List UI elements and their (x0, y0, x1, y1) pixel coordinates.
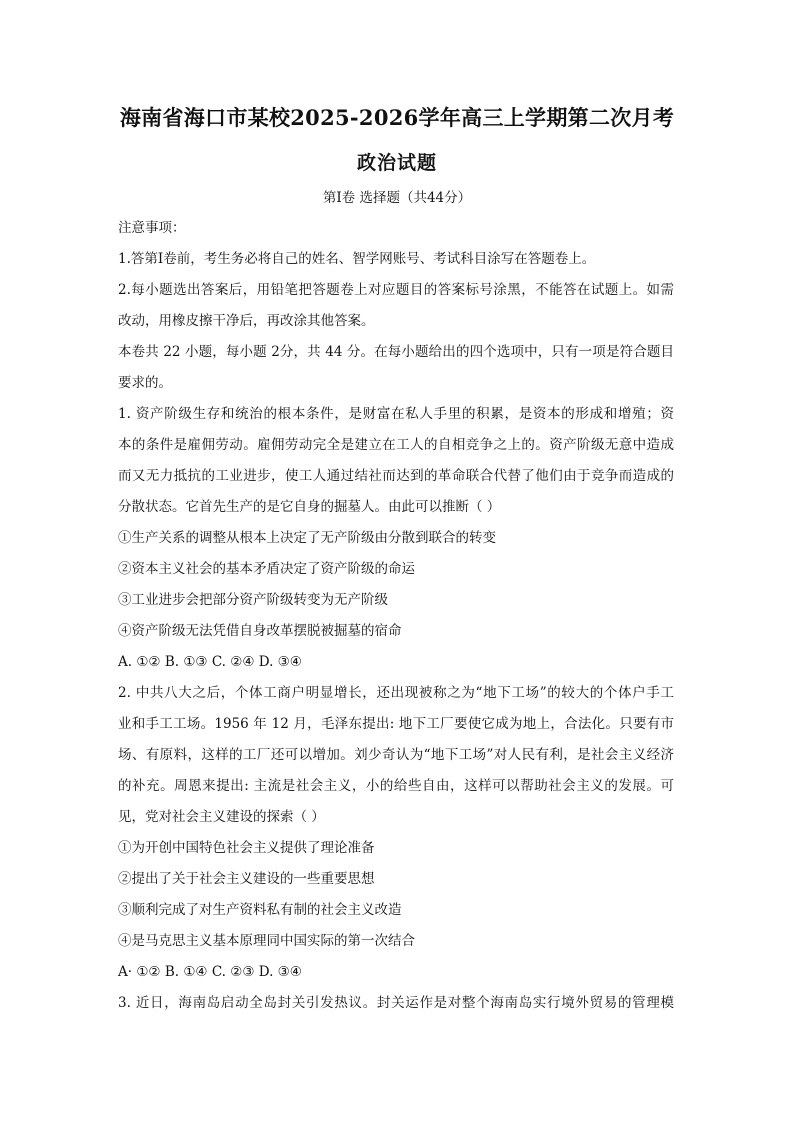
question-1-stem-line: 1. 资产阶级生存和统治的根本条件，是财富在私人手里的积累，是资本的形成和增殖；资 (118, 406, 674, 422)
exam-title: 海南省海口市某校2025-2026学年高三上学期第二次月考 (119, 105, 675, 130)
notes-item-1: 1.答第Ⅰ卷前，考生务必将自己的姓名、智学网账号、考试科目涂写在答题卷上。 (118, 251, 596, 267)
question-1-option: ②资本主义社会的基本矛盾决定了资产阶级的命运 (118, 561, 415, 577)
question-1-stem-line: 本的条件是雇佣劳动。雇佣劳动完全是建立在工人的自相竞争之上的。资产阶级无意中造成 (118, 437, 674, 453)
question-2-stem-line: 见，党对社会主义建设的探索（ ） (118, 809, 325, 825)
question-3-stem-line: 3. 近日，海南岛启动全岛封关引发热议。封关运作是对整个海南岛实行境外贸易的管理模 (118, 995, 674, 1011)
question-2-option: ④是马克思主义基本原理同中国实际的第一次结合 (118, 933, 415, 949)
notes-item-2-line-1: 2.每小题选出答案后，用铅笔把答题卷上对应题目的答案标号涂黑，不能答在试题上。如需 (118, 282, 674, 298)
question-2-answers: A· ①② B. ①④ C. ②③ D. ③④ (118, 964, 302, 980)
question-2-stem-line: 的补充。周恩来提出: 主流是社会主义，小的给些自由，这样可以帮助社会主义的发展。可 (118, 778, 674, 794)
question-1-stem-line: 而又无力抵抗的工业进步，使工人通过结社而达到的革命联合代替了他们由于竞争而造成的 (118, 468, 674, 484)
question-2-stem-line: 业和手工工场。1956 年 12 月，毛泽东提出: 地下工厂要使它成为地上，合法化。只要有市 (118, 716, 674, 732)
question-2-option: ②提出了关于社会主义建设的一些重要思想 (118, 871, 375, 887)
question-1-option: ④资产阶级无法凭借自身改革摆脱被掘墓的宿命 (118, 623, 402, 639)
notes-heading: 注意事项： (118, 220, 186, 236)
question-2-option: ①为开创中国特色社会主义提供了理论准备 (118, 840, 375, 856)
notes-item-2-line-2: 改动，用橡皮擦干净后，再改涂其他答案。 (118, 313, 375, 329)
question-1-answers: A. ①② B. ①③ C. ②④ D. ③④ (118, 654, 302, 670)
question-2-stem-line: 2. 中共八大之后，个体工商户明显增长，还出现被称之为“地下工场”的较大的个体户手工 (118, 685, 674, 701)
intro-line-2: 要求的。 (118, 375, 172, 391)
exam-subject: 政治试题 (356, 152, 437, 174)
question-1-option: ①生产关系的调整从根本上决定了无产阶级由分散到联合的转变 (118, 530, 496, 546)
question-2-option: ③顺利完成了对生产资料私有制的社会主义改造 (118, 902, 402, 918)
intro-line-1: 本卷共 22 小题，每小题 2分，共 44 分。在每小题给出的四个选项中，只有一项是符合题目 (118, 344, 674, 360)
part-heading: 第Ⅰ卷 选择题（共44分） (322, 190, 472, 206)
question-2-stem-line: 场、有原料，这样的工厂还可以增加。刘少奇认为“地下工场”对人民有利，是社会主义经济 (118, 747, 674, 763)
question-1-option: ③工业进步会把部分资产阶级转变为无产阶级 (118, 592, 388, 608)
question-1-stem-line: 分散状态。它首先生产的是它自身的掘墓人。由此可以推断（ ） (118, 499, 501, 515)
